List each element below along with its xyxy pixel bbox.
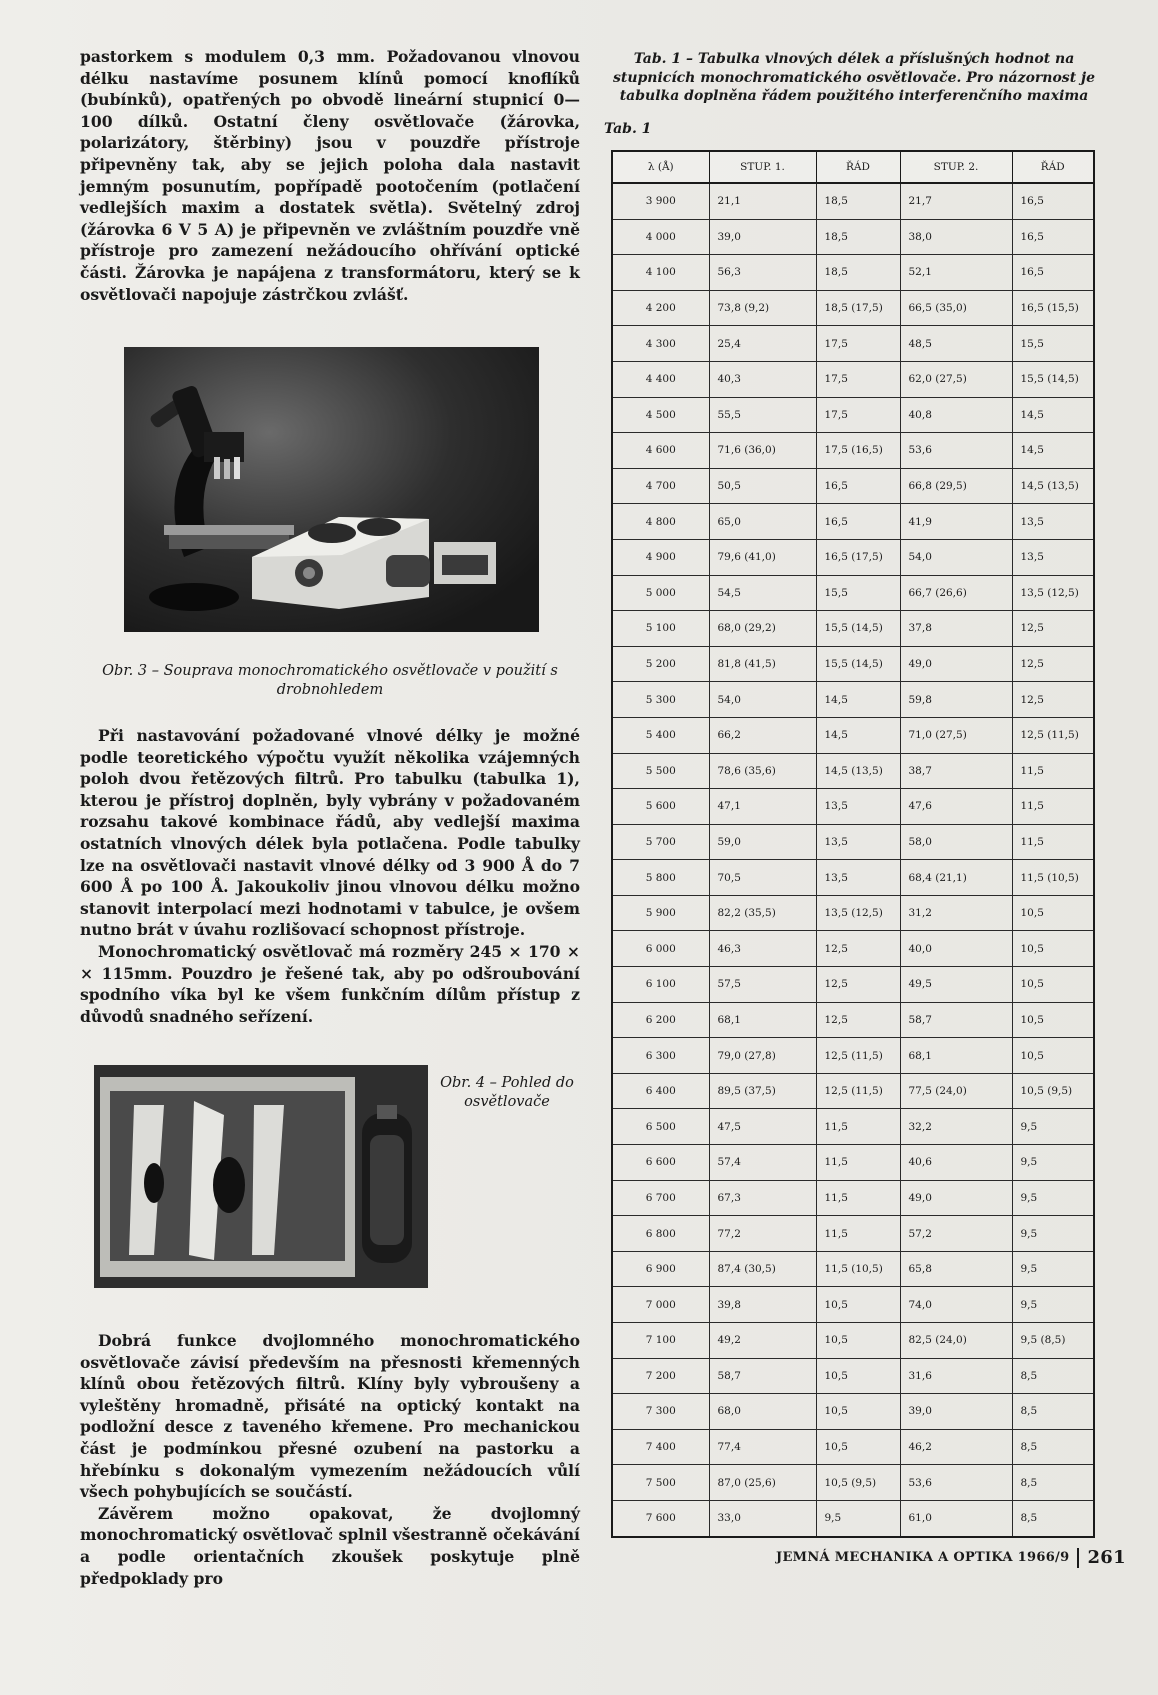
table-row xyxy=(612,1216,1094,1252)
microscope-illustration xyxy=(124,347,539,632)
table-cell: 4 600 xyxy=(612,433,709,469)
table-body xyxy=(612,183,1094,1537)
table-cell: 13,5 xyxy=(1012,504,1094,540)
table-row xyxy=(612,717,1094,753)
table-cell: 87,0 (25,6) xyxy=(709,1465,816,1501)
table-row xyxy=(612,361,1094,397)
table-cell: 67,3 xyxy=(709,1180,816,1216)
table-row xyxy=(612,824,1094,860)
header-stup1: STUP. 1. xyxy=(709,151,816,183)
table-cell: 59,8 xyxy=(900,682,1012,718)
table-cell: 12,5 xyxy=(816,1002,900,1038)
table-cell: 46,3 xyxy=(709,931,816,967)
table-cell: 40,3 xyxy=(709,361,816,397)
table-row xyxy=(612,183,1094,219)
table-cell: 38,0 xyxy=(900,219,1012,255)
table-cell: 66,7 (26,6) xyxy=(900,575,1012,611)
table-row xyxy=(612,1145,1094,1181)
table-cell: 38,7 xyxy=(900,753,1012,789)
table-row xyxy=(612,1180,1094,1216)
table-cell: 7 600 xyxy=(612,1500,709,1536)
table-cell: 33,0 xyxy=(709,1500,816,1536)
table-cell: 77,2 xyxy=(709,1216,816,1252)
bottom-text-block xyxy=(80,1330,580,1589)
table-cell: 9,5 xyxy=(816,1500,900,1536)
table-cell: 53,6 xyxy=(900,433,1012,469)
table-cell: 12,5 xyxy=(816,931,900,967)
table-cell: 57,5 xyxy=(709,967,816,1003)
table-row xyxy=(612,504,1094,540)
table-cell: 48,5 xyxy=(900,326,1012,362)
table-cell: 6 800 xyxy=(612,1216,709,1252)
table-cell: 37,8 xyxy=(900,611,1012,647)
table-cell: 82,5 (24,0) xyxy=(900,1323,1012,1359)
table-cell: 4 400 xyxy=(612,361,709,397)
table-cell: 8,5 xyxy=(1012,1358,1094,1394)
table-cell: 66,8 (29,5) xyxy=(900,468,1012,504)
table-cell: 7 400 xyxy=(612,1429,709,1465)
table-cell: 13,5 xyxy=(816,789,900,825)
table-cell: 11,5 xyxy=(1012,789,1094,825)
table-cell: 10,5 xyxy=(816,1429,900,1465)
table-cell: 4 900 xyxy=(612,539,709,575)
table-cell: 9,5 xyxy=(1012,1109,1094,1145)
table-cell: 4 700 xyxy=(612,468,709,504)
table-cell: 17,5 xyxy=(816,361,900,397)
table-cell: 6 500 xyxy=(612,1109,709,1145)
table-row xyxy=(612,1002,1094,1038)
table-cell: 58,7 xyxy=(709,1358,816,1394)
table-cell: 6 100 xyxy=(612,967,709,1003)
table-cell: 10,5 xyxy=(1012,1002,1094,1038)
table-cell: 10,5 xyxy=(816,1358,900,1394)
table-cell: 56,3 xyxy=(709,255,816,291)
table-cell: 5 200 xyxy=(612,646,709,682)
table-cell: 10,5 xyxy=(1012,931,1094,967)
table-cell: 40,8 xyxy=(900,397,1012,433)
table-cell: 14,5 xyxy=(816,717,900,753)
table-cell: 5 800 xyxy=(612,860,709,896)
table-row xyxy=(612,468,1094,504)
table-cell: 66,5 (35,0) xyxy=(900,290,1012,326)
footer-separator xyxy=(1077,1548,1079,1568)
table-cell: 11,5 xyxy=(1012,753,1094,789)
table-cell: 49,5 xyxy=(900,967,1012,1003)
table-row xyxy=(612,1251,1094,1287)
intro-paragraph: pastorkem s modulem 0,3 mm. Požadovanou vlnovou délku nastavíme posunem klínů pomocí knoflíků (bubínků), opatřených po obvodě lineární stupnicí 0—100 dílků. Ostatní členy osvětlovače (žárovka, polarizátory, štěrbiny) jsou v pouzdře přístroje připevněny tak, aby se jejich poloha dala nastavit jemným posunutím, popřípadě pootočením (potlačení vedlejších maxim a dostatek světla). Světelný zdroj (žárovka 6 V 5 A) je připevněn ve zvláštním pouzdře vně přístroje pro zamezení nežádoucího ohřívání optické části. Žárovka je napájena z transformátoru, který se k osvětlovači napojuje zástrčkou zvlášť. xyxy=(80,47,580,304)
table-cell: 6 300 xyxy=(612,1038,709,1074)
table-cell: 18,5 (17,5) xyxy=(816,290,900,326)
table-cell: 6 700 xyxy=(612,1180,709,1216)
table-row xyxy=(612,1323,1094,1359)
page-number: 261 xyxy=(1087,1547,1126,1568)
table-cell: 81,8 (41,5) xyxy=(709,646,816,682)
table-cell: 16,5 xyxy=(1012,255,1094,291)
header-stup2: STUP. 2. xyxy=(900,151,1012,183)
table-cell: 9,5 (8,5) xyxy=(1012,1323,1094,1359)
table-cell: 68,4 (21,1) xyxy=(900,860,1012,896)
table-cell: 5 100 xyxy=(612,611,709,647)
table-cell: 5 300 xyxy=(612,682,709,718)
table-cell: 16,5 (17,5) xyxy=(816,539,900,575)
table-cell: 40,6 xyxy=(900,1145,1012,1181)
table-cell: 9,5 xyxy=(1012,1180,1094,1216)
table-cell: 12,5 (11,5) xyxy=(816,1073,900,1109)
table-cell: 15,5 xyxy=(1012,326,1094,362)
table-cell: 68,0 xyxy=(709,1394,816,1430)
table-cell: 5 400 xyxy=(612,717,709,753)
table-cell: 78,6 (35,6) xyxy=(709,753,816,789)
table-cell: 74,0 xyxy=(900,1287,1012,1323)
table-cell: 49,0 xyxy=(900,646,1012,682)
table-row xyxy=(612,1500,1094,1536)
table-cell: 68,0 (29,2) xyxy=(709,611,816,647)
table-cell: 10,5 (9,5) xyxy=(816,1465,900,1501)
table-row xyxy=(612,1287,1094,1323)
table-row xyxy=(612,1109,1094,1145)
table-label: Tab. 1 xyxy=(604,121,652,137)
table-cell: 49,0 xyxy=(900,1180,1012,1216)
table-cell: 16,5 (15,5) xyxy=(1012,290,1094,326)
table-cell: 5 700 xyxy=(612,824,709,860)
table-cell: 61,0 xyxy=(900,1500,1012,1536)
table-cell: 9,5 xyxy=(1012,1145,1094,1181)
table-row xyxy=(612,1394,1094,1430)
table-cell: 73,8 (9,2) xyxy=(709,290,816,326)
table-cell: 71,6 (36,0) xyxy=(709,433,816,469)
table-cell: 5 500 xyxy=(612,753,709,789)
table-cell: 58,0 xyxy=(900,824,1012,860)
table-cell: 54,5 xyxy=(709,575,816,611)
table-cell: 77,4 xyxy=(709,1429,816,1465)
table-caption: Tab. 1 – Tabulka vlnových délek a příslušných hodnot na stupnicích monochromatického osvětlovače. Pro názornost je tabulka doplněna řádem použitého interferenčního maxima xyxy=(612,51,1096,104)
table-row xyxy=(612,646,1094,682)
table-cell: 17,5 (16,5) xyxy=(816,433,900,469)
table-cell: 12,5 xyxy=(816,967,900,1003)
table-cell: 7 300 xyxy=(612,1394,709,1430)
table-cell: 12,5 (11,5) xyxy=(816,1038,900,1074)
table-row xyxy=(612,219,1094,255)
table-row xyxy=(612,931,1094,967)
figure-3-caption: Obr. 3 – Souprava monochromatického osvětlovače v použití s drobnohledem xyxy=(102,663,558,698)
table-cell: 4 100 xyxy=(612,255,709,291)
figure-4-photo xyxy=(94,1065,428,1288)
header-rad2: ŘÁD xyxy=(1012,151,1094,183)
table-cell: 11,5 (10,5) xyxy=(1012,860,1094,896)
illuminator-interior-illustration xyxy=(94,1065,428,1288)
table-cell: 16,5 xyxy=(816,468,900,504)
middle-paragraph-2: Monochromatický osvětlovač má rozměry 245 × 170 × × 115mm. Pouzdro je řešené tak, aby po odšroubování spodního víka byl ke všem funkčním dílům přístup z důvodů snadného seřízení. xyxy=(80,941,580,1026)
table-cell: 46,2 xyxy=(900,1429,1012,1465)
table-cell: 79,0 (27,8) xyxy=(709,1038,816,1074)
middle-paragraph-1: Při nastavování požadované vlnové délky je možné podle teoretického výpočtu využít několika vzájemných poloh dvou řetězových filtrů. Pro tabulku (tabulka 1), kterou je přístroj doplněn, byly vybrány v požadovaném rozsahu takové kombinace řádů, aby vedlejší maxima ostatních vlnových délek byla potlačena. Podle tabulky lze na osvětlovači nastavit vlnové délky od 3 900 Å do 7 600 Å po 100 Å. Jakoukoliv jinou vlnovou délku možno stanovit interpolací mezi hodnotami v tabulce, je ovšem nutno brát v úvahu rozlišovací schopnost přístroje. xyxy=(80,726,580,940)
table-cell: 13,5 xyxy=(1012,539,1094,575)
table-cell: 4 000 xyxy=(612,219,709,255)
table-cell: 31,2 xyxy=(900,895,1012,931)
table-row xyxy=(612,967,1094,1003)
table-row xyxy=(612,611,1094,647)
table-cell: 49,2 xyxy=(709,1323,816,1359)
table-cell: 62,0 (27,5) xyxy=(900,361,1012,397)
wavelength-table xyxy=(611,150,1095,1538)
table-cell: 47,1 xyxy=(709,789,816,825)
table-row xyxy=(612,753,1094,789)
table-cell: 10,5 (9,5) xyxy=(1012,1073,1094,1109)
table-cell: 10,5 xyxy=(1012,967,1094,1003)
table-cell: 10,5 xyxy=(816,1394,900,1430)
table-cell: 6 200 xyxy=(612,1002,709,1038)
table-cell: 53,6 xyxy=(900,1465,1012,1501)
table-cell: 11,5 xyxy=(816,1109,900,1145)
table-cell: 57,2 xyxy=(900,1216,1012,1252)
table-cell: 18,5 xyxy=(816,219,900,255)
table-cell: 12,5 xyxy=(1012,646,1094,682)
table-row xyxy=(612,326,1094,362)
table-row xyxy=(612,1465,1094,1501)
table-cell: 7 500 xyxy=(612,1465,709,1501)
table-header-row xyxy=(612,151,1094,183)
table-cell: 12,5 (11,5) xyxy=(1012,717,1094,753)
figure-4-caption: Obr. 4 – Pohled do osvětlovače xyxy=(440,1075,574,1110)
table-cell: 71,0 (27,5) xyxy=(900,717,1012,753)
table-cell: 6 600 xyxy=(612,1145,709,1181)
table-cell: 8,5 xyxy=(1012,1394,1094,1430)
table-cell: 11,5 xyxy=(816,1180,900,1216)
table-cell: 79,6 (41,0) xyxy=(709,539,816,575)
table-row xyxy=(612,1038,1094,1074)
table-cell: 8,5 xyxy=(1012,1465,1094,1501)
table-cell: 16,5 xyxy=(1012,219,1094,255)
table-row xyxy=(612,433,1094,469)
table-row xyxy=(612,682,1094,718)
table-cell: 40,0 xyxy=(900,931,1012,967)
table-cell: 54,0 xyxy=(900,539,1012,575)
table-cell: 15,5 (14,5) xyxy=(816,611,900,647)
table-cell: 5 900 xyxy=(612,895,709,931)
table-cell: 25,4 xyxy=(709,326,816,362)
table-cell: 16,5 xyxy=(1012,183,1094,219)
table-cell: 68,1 xyxy=(709,1002,816,1038)
table-row xyxy=(612,1358,1094,1394)
page-footer xyxy=(776,1547,1126,1568)
table-cell: 4 800 xyxy=(612,504,709,540)
table-cell: 54,0 xyxy=(709,682,816,718)
table-cell: 32,2 xyxy=(900,1109,1012,1145)
table-cell: 7 200 xyxy=(612,1358,709,1394)
table-cell: 12,5 xyxy=(1012,682,1094,718)
table-cell: 9,5 xyxy=(1012,1287,1094,1323)
table-cell: 4 200 xyxy=(612,290,709,326)
journal-name: JEMNÁ MECHANIKA A OPTIKA 1966/9 xyxy=(776,1550,1070,1565)
table-cell: 6 000 xyxy=(612,931,709,967)
table-cell: 10,5 xyxy=(816,1323,900,1359)
table-cell: 10,5 xyxy=(1012,895,1094,931)
bottom-paragraph-2: Závěrem možno opakovat, že dvojlomný monochromatický osvětlovač splnil všestranně očekávání a podle orientačních zkoušek poskytuje plně předpoklady pro xyxy=(80,1503,580,1588)
table-cell: 13,5 (12,5) xyxy=(816,895,900,931)
table-cell: 87,4 (30,5) xyxy=(709,1251,816,1287)
table-cell: 21,1 xyxy=(709,183,816,219)
table-cell: 21,7 xyxy=(900,183,1012,219)
table-cell: 11,5 xyxy=(816,1145,900,1181)
table-cell: 52,1 xyxy=(900,255,1012,291)
table-row xyxy=(612,789,1094,825)
table-cell: 10,5 xyxy=(816,1287,900,1323)
table-cell: 16,5 xyxy=(816,504,900,540)
table-cell: 41,9 xyxy=(900,504,1012,540)
table-row xyxy=(612,860,1094,896)
table-cell: 11,5 xyxy=(1012,824,1094,860)
table-row xyxy=(612,290,1094,326)
table-cell: 68,1 xyxy=(900,1038,1012,1074)
table-cell: 18,5 xyxy=(816,255,900,291)
table-cell: 13,5 (12,5) xyxy=(1012,575,1094,611)
table-cell: 8,5 xyxy=(1012,1429,1094,1465)
table-cell: 47,5 xyxy=(709,1109,816,1145)
table-cell: 39,8 xyxy=(709,1287,816,1323)
table-cell: 14,5 (13,5) xyxy=(1012,468,1094,504)
table-cell: 7 000 xyxy=(612,1287,709,1323)
table-cell: 14,5 xyxy=(816,682,900,718)
table-row xyxy=(612,1429,1094,1465)
table-cell: 11,5 xyxy=(816,1216,900,1252)
table-row xyxy=(612,1073,1094,1109)
table-cell: 14,5 xyxy=(1012,433,1094,469)
table-cell: 77,5 (24,0) xyxy=(900,1073,1012,1109)
table-row xyxy=(612,255,1094,291)
table-cell: 5 600 xyxy=(612,789,709,825)
table-cell: 4 500 xyxy=(612,397,709,433)
table-cell: 6 900 xyxy=(612,1251,709,1287)
bottom-paragraph-1: Dobrá funkce dvojlomného monochromatického osvětlovače závisí především na přesnosti křemenných klínů obou řetězových filtrů. Klíny byly vybroušeny a vyleštěny hromadně, přisáté na optický kontakt na podložní desce z taveného křemene. Pro mechanickou část je podmínkou přesné ozubení na pastorku a hřebínku s dokonalým vymezením nežádoucích vůlí všech pohybujících se součástí. xyxy=(80,1331,580,1502)
table-cell: 39,0 xyxy=(900,1394,1012,1430)
table-cell: 7 100 xyxy=(612,1323,709,1359)
table-cell: 47,6 xyxy=(900,789,1012,825)
table-cell: 14,5 xyxy=(1012,397,1094,433)
table-cell: 8,5 xyxy=(1012,1500,1094,1536)
table-cell: 13,5 xyxy=(816,824,900,860)
table-cell: 11,5 (10,5) xyxy=(816,1251,900,1287)
table-cell: 15,5 xyxy=(816,575,900,611)
table-cell: 15,5 (14,5) xyxy=(816,646,900,682)
table-row xyxy=(612,539,1094,575)
middle-text-block xyxy=(80,725,580,1027)
table-cell: 3 900 xyxy=(612,183,709,219)
table-cell: 10,5 xyxy=(1012,1038,1094,1074)
table-cell: 65,8 xyxy=(900,1251,1012,1287)
table-row xyxy=(612,895,1094,931)
header-lambda: λ (Å) xyxy=(612,151,709,183)
table-cell: 82,2 (35,5) xyxy=(709,895,816,931)
table-cell: 70,5 xyxy=(709,860,816,896)
table-cell: 39,0 xyxy=(709,219,816,255)
table-cell: 89,5 (37,5) xyxy=(709,1073,816,1109)
table-cell: 58,7 xyxy=(900,1002,1012,1038)
table-row xyxy=(612,575,1094,611)
figure-3-photo xyxy=(124,347,539,632)
table-cell: 55,5 xyxy=(709,397,816,433)
table-cell: 13,5 xyxy=(816,860,900,896)
table-cell: 50,5 xyxy=(709,468,816,504)
table-cell: 14,5 (13,5) xyxy=(816,753,900,789)
table-cell: 17,5 xyxy=(816,397,900,433)
table-cell: 31,6 xyxy=(900,1358,1012,1394)
table-cell: 9,5 xyxy=(1012,1216,1094,1252)
table-cell: 17,5 xyxy=(816,326,900,362)
table-cell: 57,4 xyxy=(709,1145,816,1181)
intro-paragraph-block xyxy=(80,46,580,305)
table-row xyxy=(612,397,1094,433)
table-cell: 9,5 xyxy=(1012,1251,1094,1287)
table-cell: 65,0 xyxy=(709,504,816,540)
table-cell: 15,5 (14,5) xyxy=(1012,361,1094,397)
header-rad1: ŘÁD xyxy=(816,151,900,183)
table-cell: 12,5 xyxy=(1012,611,1094,647)
table-cell: 59,0 xyxy=(709,824,816,860)
table-cell: 18,5 xyxy=(816,183,900,219)
table-cell: 66,2 xyxy=(709,717,816,753)
table-cell: 4 300 xyxy=(612,326,709,362)
table-cell: 6 400 xyxy=(612,1073,709,1109)
table-cell: 5 000 xyxy=(612,575,709,611)
